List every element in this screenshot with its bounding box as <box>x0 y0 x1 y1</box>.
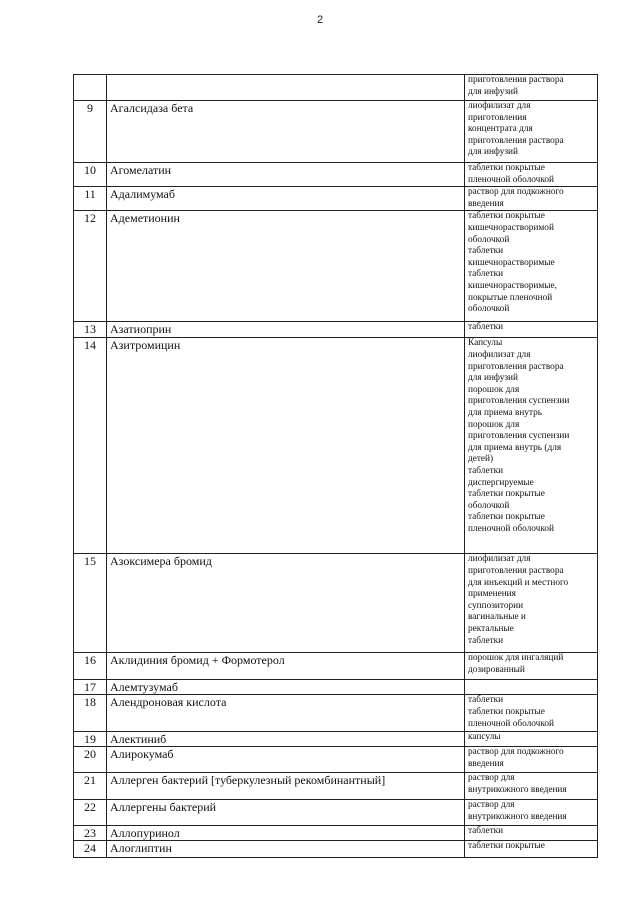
dosage-form-line: таблетки <box>468 269 504 280</box>
dosage-form-line: для инфузий <box>468 373 518 384</box>
dosage-form-line: детей) <box>468 454 494 465</box>
dosage-form-line: введения <box>468 758 504 769</box>
row-number: 18 <box>74 695 107 732</box>
table-row <box>74 800 598 826</box>
dosage-form-line: концентрата для <box>468 124 533 135</box>
dosage-forms <box>465 338 598 554</box>
table-row <box>74 695 598 732</box>
dosage-forms <box>465 747 598 773</box>
drug-name: Алектиниб <box>107 732 465 747</box>
dosage-form-line: лиофилизат для <box>468 349 531 360</box>
row-number <box>74 75 107 101</box>
dosage-forms <box>465 732 598 747</box>
dosage-form-line: раствор для <box>468 773 515 784</box>
row-number: 10 <box>74 163 107 187</box>
drug-name: Алирокумаб <box>107 747 465 773</box>
row-number: 14 <box>74 338 107 554</box>
table-row <box>74 101 598 163</box>
dosage-form-line: пленочной оболочкой <box>468 523 555 534</box>
dosage-forms <box>465 101 598 163</box>
dosage-form-line: приготовления раствора <box>468 135 564 146</box>
row-number: 19 <box>74 732 107 747</box>
drug-name: Азоксимера бромид <box>107 554 465 653</box>
dosage-form-line: оболочкой <box>468 234 510 245</box>
dosage-form-line: оболочкой <box>468 500 510 511</box>
drug-name: Алемтузумаб <box>107 680 465 695</box>
row-number: 23 <box>74 826 107 841</box>
row-number: 15 <box>74 554 107 653</box>
dosage-form-line: раствор для <box>468 800 515 811</box>
drug-name: Азатиоприн <box>107 322 465 338</box>
dosage-form-line: таблетки покрытые <box>468 512 545 523</box>
table-row <box>74 187 598 211</box>
row-number: 20 <box>74 747 107 773</box>
table-row <box>74 841 598 858</box>
drug-table <box>73 74 598 858</box>
dosage-form-line: таблетки <box>468 465 504 476</box>
dosage-form-line: кишечнорастворимые, <box>468 280 557 291</box>
dosage-form-line: порошок для ингаляций <box>468 653 564 664</box>
dosage-forms <box>465 163 598 187</box>
row-number: 17 <box>74 680 107 695</box>
dosage-form-line: оболочкой <box>468 304 510 315</box>
dosage-form-line: пленочной оболочкой <box>468 174 555 185</box>
table-row <box>74 732 598 747</box>
dosage-form-line: для приема внутрь (для <box>468 442 562 453</box>
drug-name: Азитромицин <box>107 338 465 554</box>
dosage-form-line: для инфузий <box>468 147 518 158</box>
dosage-form-line: таблетки покрытые <box>468 489 545 500</box>
drug-name: Алендроновая кислота <box>107 695 465 732</box>
drug-name: Аллергены бактерий <box>107 800 465 826</box>
dosage-forms <box>465 211 598 322</box>
dosage-form-line: внутрикожного введения <box>468 784 567 795</box>
drug-name: Аллерген бактерий [туберкулезный рекомбинантный] <box>107 773 465 800</box>
dosage-forms <box>465 773 598 800</box>
dosage-form-line: введения <box>468 198 504 209</box>
drug-name <box>107 75 465 101</box>
table-row <box>74 554 598 653</box>
dosage-form-line: капсулы <box>468 732 501 743</box>
dosage-form-line: приготовления раствора <box>468 361 564 372</box>
row-number: 16 <box>74 653 107 680</box>
dosage-forms <box>465 187 598 211</box>
row-number: 11 <box>74 187 107 211</box>
table-row <box>74 747 598 773</box>
table-row <box>74 163 598 187</box>
row-number: 9 <box>74 101 107 163</box>
dosage-form-line: ректальные <box>468 623 514 634</box>
dosage-form-line: таблетки <box>468 322 504 333</box>
page-number: 2 <box>316 14 324 26</box>
dosage-forms <box>465 800 598 826</box>
dosage-form-line: таблетки покрытые <box>468 841 545 852</box>
dosage-forms <box>465 695 598 732</box>
dosage-form-line: для приема внутрь <box>468 407 543 418</box>
dosage-form-line: применения <box>468 589 516 600</box>
drug-name: Агомелатин <box>107 163 465 187</box>
dosage-form-line: вагинальные и <box>468 612 526 623</box>
dosage-form-line: раствор для подкожного <box>468 187 564 198</box>
drug-name: Агалсидаза бета <box>107 101 465 163</box>
dosage-form-line: приготовления суспензии <box>468 431 570 442</box>
table-row <box>74 211 598 322</box>
table-row <box>74 322 598 338</box>
row-number: 24 <box>74 841 107 858</box>
row-number: 22 <box>74 800 107 826</box>
dosage-form-line: для инфузий <box>468 86 518 97</box>
dosage-form-line: для инъекций и местного <box>468 577 569 588</box>
dosage-form-line: приготовления <box>468 112 527 123</box>
dosage-form-line: таблетки <box>468 246 504 257</box>
dosage-form-line: Капсулы <box>468 338 503 349</box>
table-row <box>74 773 598 800</box>
row-number: 21 <box>74 773 107 800</box>
dosage-form-line: таблетки <box>468 826 504 837</box>
dosage-form-line: приготовления раствора <box>468 75 564 85</box>
dosage-form-line: приготовления суспензии <box>468 396 570 407</box>
dosage-form-line: таблетки покрытые <box>468 163 545 173</box>
dosage-form-line: пленочной оболочкой <box>468 718 555 729</box>
dosage-form-line: кишечнорастворимые <box>468 257 555 268</box>
row-number: 12 <box>74 211 107 322</box>
row-number: 13 <box>74 322 107 338</box>
dosage-form-line: лиофилизат для <box>468 554 531 565</box>
dosage-form-line: лиофилизат для <box>468 101 531 111</box>
table-row <box>74 338 598 554</box>
drug-name: Адалимумаб <box>107 187 465 211</box>
drug-name: Адеметионин <box>107 211 465 322</box>
dosage-form-line: таблетки покрытые <box>468 211 545 222</box>
dosage-form-line: диспергируемые <box>468 477 534 488</box>
drug-name: Алоглиптин <box>107 841 465 858</box>
table-row <box>74 680 598 695</box>
dosage-forms <box>465 653 598 680</box>
dosage-form-line: раствор для подкожного <box>468 747 564 758</box>
dosage-form-line: кишечнорастворимой <box>468 222 554 233</box>
dosage-forms <box>465 680 598 695</box>
dosage-forms <box>465 554 598 653</box>
dosage-form-line: суппозитории <box>468 600 524 611</box>
dosage-forms <box>465 826 598 841</box>
drug-name: Аклидиния бромид + Формотерол <box>107 653 465 680</box>
dosage-forms <box>465 322 598 338</box>
dosage-form-line: приготовления раствора <box>468 565 564 576</box>
dosage-form-line: внутрикожного введения <box>468 811 567 822</box>
dosage-form-line: таблетки <box>468 635 504 646</box>
table-row <box>74 653 598 680</box>
table-row <box>74 826 598 841</box>
dosage-form-line: дозированный <box>468 664 525 675</box>
dosage-form-line: покрытые пленочной <box>468 292 553 303</box>
dosage-form-line: порошок для <box>468 384 520 395</box>
dosage-form-line: таблетки <box>468 695 504 706</box>
dosage-form-line: порошок для <box>468 419 520 430</box>
drug-name: Аллопуринол <box>107 826 465 841</box>
dosage-forms <box>465 75 598 101</box>
table-row <box>74 75 598 101</box>
dosage-forms <box>465 841 598 858</box>
dosage-form-line: таблетки покрытые <box>468 706 545 717</box>
